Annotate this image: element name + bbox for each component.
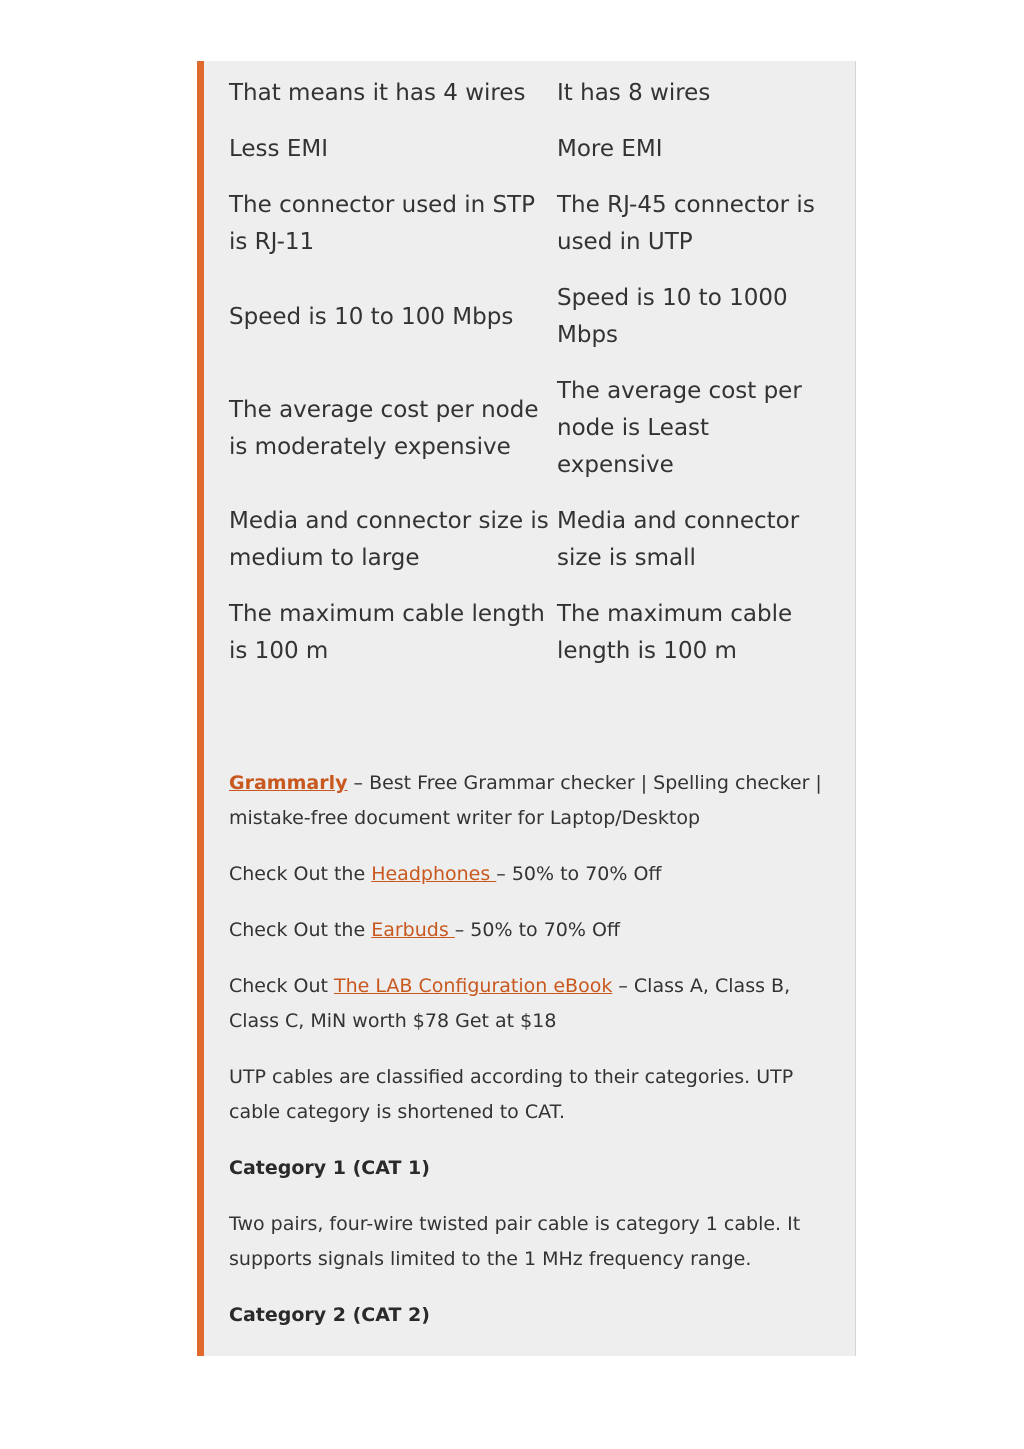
headphones-link[interactable]: Headphones	[371, 863, 497, 885]
comparison-row	[229, 280, 829, 373]
ebook-suffix: – Class A, Class B, Class C, MiN worth $78 Get at $18	[229, 975, 791, 1032]
earbuds-link[interactable]: Earbuds	[371, 919, 455, 941]
stp-cell: Speed is 10 to 100 Mbps	[229, 303, 514, 330]
content-panel	[197, 61, 856, 1356]
grammarly-promo	[229, 766, 829, 836]
grammarly-description: – Best Free Grammar checker | Spelling checker | mistake-free document writer for Laptop/Desktop	[229, 772, 822, 829]
utp-cell: More EMI	[557, 136, 663, 162]
headphones-prefix: Check Out the	[229, 863, 372, 885]
utp-cell: The maximum cable length is 100 m	[557, 601, 793, 664]
utp-cell: The average cost per node is Least expensive	[557, 378, 802, 478]
utp-cell: It has 8 wires	[557, 80, 711, 106]
utp-cell: Speed is 10 to 1000 Mbps	[557, 285, 788, 348]
utp-cell: The RJ-45 connector is used in UTP	[557, 192, 815, 255]
earbuds-suffix: – 50% to 70% Off	[454, 919, 621, 941]
cat2-heading: Category 2 (CAT 2)	[229, 1304, 430, 1326]
headphones-promo	[229, 857, 829, 892]
cat1-heading: Category 1 (CAT 1)	[229, 1157, 430, 1179]
ebook-link[interactable]: The LAB Configuration eBook	[333, 975, 613, 997]
earbuds-promo	[229, 913, 829, 948]
grammarly-link[interactable]: Grammarly	[229, 772, 348, 794]
comparison-row	[229, 373, 829, 503]
comparison-row	[229, 503, 829, 596]
stp-cell: Less EMI	[229, 136, 328, 162]
stp-cell: The average cost per node is moderately expensive	[229, 396, 539, 460]
article-content	[229, 61, 829, 1333]
utp-category-intro: UTP cables are classified according to their categories. UTP cable category is shortened to CAT.	[229, 1066, 794, 1123]
stp-cell: Media and connector size is medium to large	[229, 508, 549, 571]
stp-cell: The maximum cable length is 100 m	[229, 601, 545, 664]
comparison-table	[229, 75, 829, 689]
ebook-prefix: Check Out	[229, 975, 334, 997]
utp-cell: Media and connector size is small	[557, 508, 800, 571]
cat1-description: Two pairs, four-wire twisted pair cable is category 1 cable. It supports signals limited to the 1 MHz frequency range.	[229, 1213, 801, 1270]
ebook-promo	[229, 969, 829, 1039]
headphones-suffix: – 50% to 70% Off	[496, 863, 662, 885]
stp-cell: That means it has 4 wires	[229, 80, 526, 106]
spacer	[229, 689, 829, 766]
comparison-row	[229, 75, 829, 131]
earbuds-prefix: Check Out the	[229, 919, 372, 941]
comparison-row	[229, 596, 829, 689]
stp-cell: The connector used in STP is RJ-11	[229, 192, 536, 255]
comparison-row	[229, 131, 829, 187]
comparison-row	[229, 187, 829, 280]
